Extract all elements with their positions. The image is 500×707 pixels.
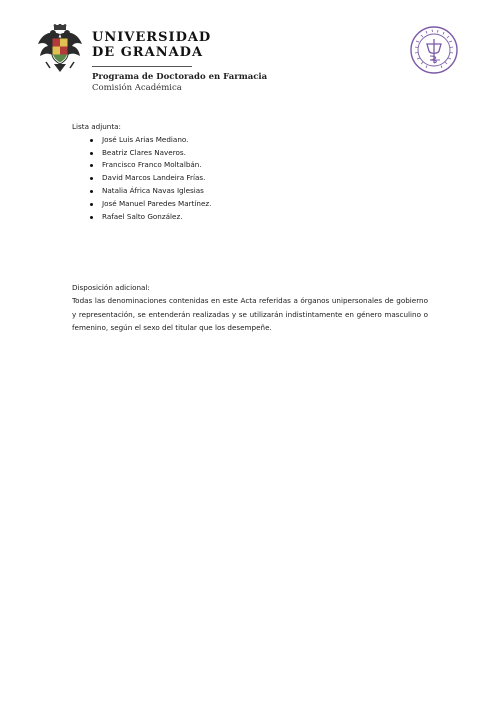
university-name [92,30,211,60]
bullet-icon [90,177,93,180]
bullet-icon [90,152,93,155]
document-header [0,0,500,100]
attendee-item [72,185,428,198]
attendee-name: Natalia África Navas Iglesias [102,185,204,195]
attendee-list [72,134,428,224]
bullet-icon [90,164,93,167]
bullet-icon [90,139,93,142]
attendee-item [72,147,428,160]
attendee-name: José Luis Arias Mediano. [102,134,189,144]
disposition-text: Todas las denominaciones contenidas en este Acta referidas a órganos unipersonales de gobierno y representación, se entenderán realizadas y se utilizarán indistintamente en género masculino o femenino, según el sexo del titular que los desempeñe. [72,296,428,332]
commission-title: Comisión Académica [92,83,182,93]
program-title: Programa de Doctorado en Farmacia [92,72,268,82]
disposition-title: Disposición adicional: [72,283,150,292]
university-name-line1: UNIVERSIDAD [92,30,212,45]
attendee-item [72,172,428,185]
attendance-list-title: Lista adjunta: [72,122,121,131]
attendee-item [72,134,428,147]
bullet-icon [90,203,93,206]
attendee-name: Francisco Franco Moltalbán. [102,160,202,170]
university-name-line2: DE GRANADA [92,45,204,60]
header-divider [92,66,192,67]
additional-disposition-section [72,281,428,334]
bullet-icon [90,190,93,193]
attendee-item [72,211,428,224]
attendee-name: Beatriz Clares Naveros. [102,147,186,157]
attendee-name: David Marcos Landeira Frías. [102,173,206,183]
attendance-section [72,121,428,223]
faculty-seal-icon [406,25,462,75]
attendee-name: Rafael Salto González. [102,211,183,221]
university-crest-icon [36,24,84,74]
bullet-icon [90,216,93,219]
attendee-name: José Manuel Paredes Martínez. [102,198,212,208]
attendee-item [72,159,428,172]
attendee-item [72,198,428,211]
